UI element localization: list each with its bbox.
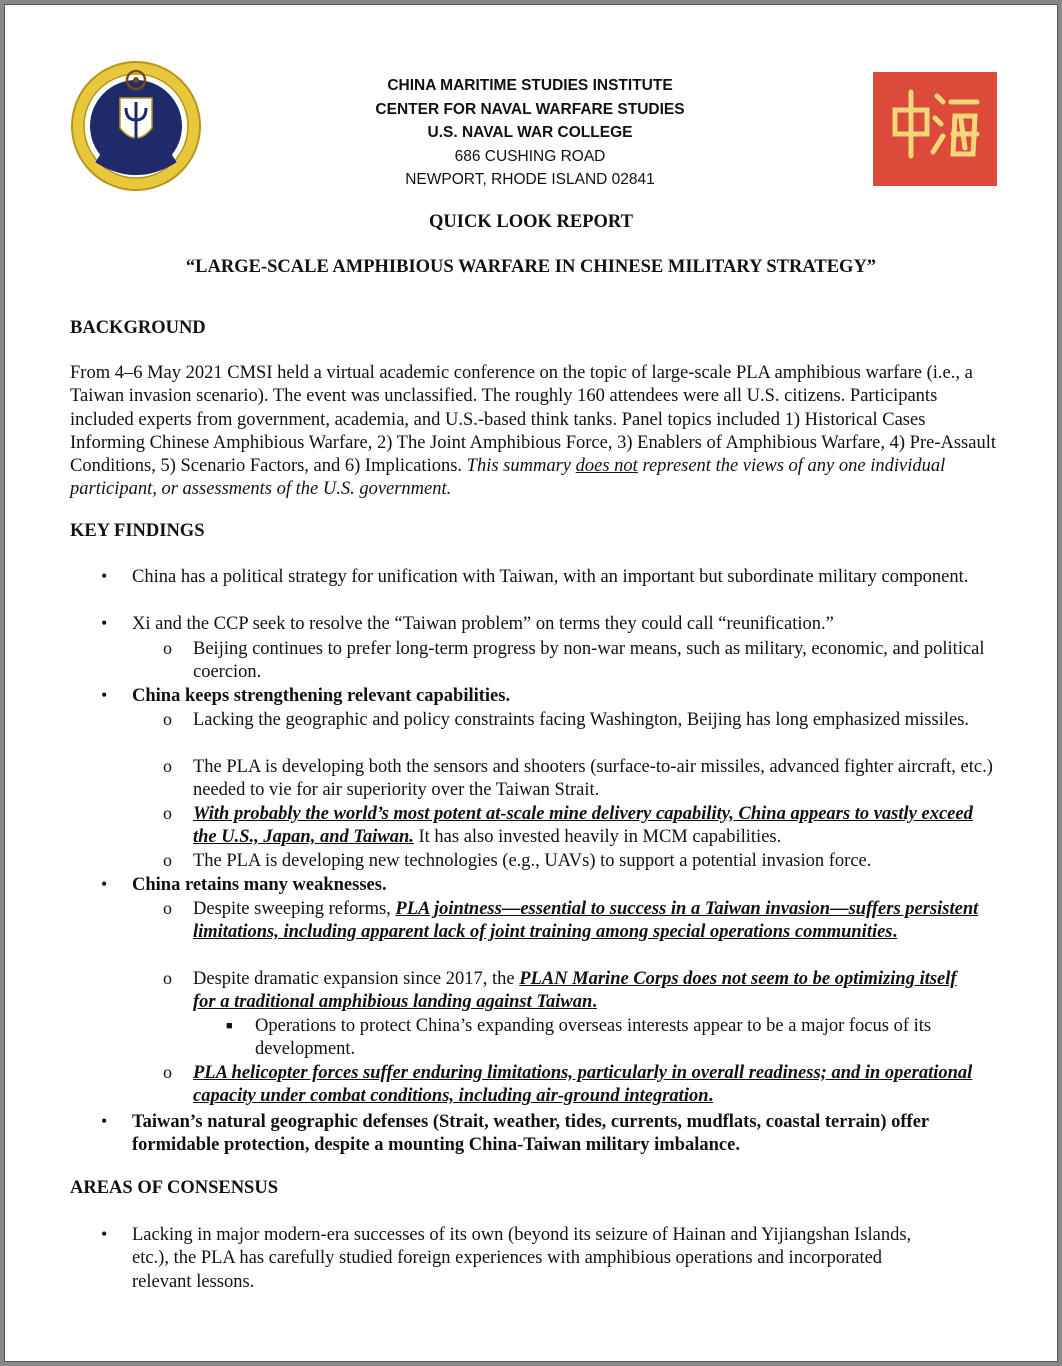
disclaimer-part-a: This summary [466, 456, 576, 477]
marine-corps-pre: Despite dramatic expansion since 2017, the [193, 969, 520, 989]
jointness-end: . [892, 922, 898, 943]
jointness-pre: Despite sweeping reforms, [193, 899, 396, 919]
finding-weaknesses: China retains many weaknesses. [132, 875, 387, 895]
jointness-emphasis: PLA jointness—essential to success in a Taiwan invasion—suffers persistent limitations, including apparent lack of joint training among special operations communities [193, 899, 979, 943]
disclaimer-emphasis: does not [575, 456, 638, 477]
report-type: QUICK LOOK REPORT [429, 212, 633, 232]
consensus-foreign-experience: Lacking in major modern-era successes of its own (beyond its seizure of Hainan and Yijiangshan Islands, etc.), the PLA has carefully studied foreign experiences with amphibious operations and incorporated relevant lessons. [132, 1225, 912, 1292]
disclaimer-part-c: represent the views of any one individual participant, or assessments of the U.S. government. [70, 456, 946, 500]
cmsi-logo-glyphs [873, 72, 997, 186]
finding-political-strategy: China has a political strategy for unification with Taiwan, with an important but subordinate military component. [132, 567, 969, 587]
bullet-marker: • [101, 566, 108, 586]
sub-bullet-marker: o [163, 709, 172, 729]
key-findings-heading: KEY FINDINGS [70, 521, 205, 541]
bullet-marker: • [101, 685, 108, 705]
finding-helicopter-forces [193, 1062, 983, 1109]
finding-marine-corps [193, 968, 983, 1015]
sub-bullet-marker: o [163, 803, 172, 823]
marine-corps-end: . [592, 992, 597, 1013]
helicopter-end: . [708, 1086, 714, 1107]
background-heading: BACKGROUND [70, 318, 206, 338]
mcm-text: It has also invested heavily in MCM capabilities. [413, 827, 782, 848]
finding-taiwan-problem: Xi and the CCP seek to resolve the “Taiwan problem” on terms they could call “reunification.” [132, 614, 834, 634]
finding-mine-delivery [193, 803, 993, 850]
header-line-3: U.S. NAVAL WAR COLLEGE [427, 124, 633, 141]
sub-bullet-marker: o [163, 968, 172, 988]
mine-delivery-emphasis: With probably the world’s most potent at-scale mine delivery capability, China appears to vastly exceed the U.S., Japan, and Taiwan. [193, 804, 973, 848]
bullet-marker: • [101, 874, 108, 894]
background-paragraph [70, 362, 1000, 502]
finding-new-technologies: The PLA is developing new technologies (e.g., UAVs) to support a potential invasion force. [193, 851, 872, 871]
bullet-marker: • [101, 613, 108, 633]
report-title: “LARGE-SCALE AMPHIBIOUS WARFARE IN CHINESE MILITARY STRATEGY” [185, 257, 877, 277]
sub-bullet-marker: o [163, 638, 172, 658]
finding-capabilities: China keeps strengthening relevant capabilities. [132, 686, 511, 706]
sub-bullet-marker: o [163, 756, 172, 776]
marine-corps-emphasis: PLAN Marine Corps does not seem to be optimizing itself for a traditional amphibious landing against Taiwan [193, 969, 957, 1013]
consensus-heading: AREAS OF CONSENSUS [70, 1178, 278, 1198]
sub-bullet-marker: o [163, 898, 172, 918]
header-line-2: CENTER FOR NAVAL WARFARE STUDIES [375, 100, 685, 118]
bullet-marker: • [101, 1111, 108, 1131]
header-line-1: CHINA MARITIME STUDIES INSTITUTE [387, 77, 673, 94]
finding-non-war-means: Beijing continues to prefer long-term progress by non-war means, such as military, economic, and political coercion. [193, 639, 985, 683]
sub-bullet-marker: o [163, 1062, 172, 1082]
cmsi-logo [873, 72, 997, 186]
naval-war-college-seal [68, 58, 204, 194]
institution-header [230, 74, 830, 192]
finding-air-superiority: The PLA is developing both the sensors and shooters (surface-to-air missiles, advanced fighter aircraft, etc.) needed to vie for air superiority over the Taiwan Strait. [193, 757, 993, 801]
bullet-marker: • [101, 1224, 108, 1244]
header-address-street: 686 CUSHING ROAD [454, 147, 606, 165]
finding-geographic-defenses: Taiwan’s natural geographic defenses (Strait, weather, tides, currents, mudflats, coastal terrain) offer formidable protection, despite a mounting China-Taiwan military imbalance. [132, 1112, 929, 1156]
finding-missiles: Lacking the geographic and policy constraints facing Washington, Beijing has long emphasized missiles. [193, 710, 970, 730]
finding-overseas-interests: Operations to protect China’s expanding overseas interests appear to be a major focus of its development. [255, 1016, 932, 1060]
header-address-city: NEWPORT, RHODE ISLAND 02841 [405, 171, 655, 188]
finding-jointness [193, 898, 983, 945]
sub-sub-bullet-marker: ■ [226, 1020, 233, 1032]
sub-bullet-marker: o [163, 850, 172, 870]
background-text: From 4–6 May 2021 CMSI held a virtual academic conference on the topic of large-scale PLA amphibious warfare (i.e., a Taiwan invasion scenario). The event was unclassified. The roughly 160 attendees were all U.S. citizens. Participants included experts from government, academia, and U.S.-based think tanks. Panel topics included 1) Historical Cases Informing Chinese Amphibious Warfare, 2) The Joint Amphibious Force, 3) Enablers of Amphibious Warfare, 4) Pre-Assault Conditions, 5) Scenario Factors, and 6) Implications. [70, 363, 996, 477]
helicopter-emphasis: PLA helicopter forces suffer enduring limitations, particularly in overall readiness; and in operational capacity under combat conditions, including air-ground integration [193, 1063, 973, 1107]
